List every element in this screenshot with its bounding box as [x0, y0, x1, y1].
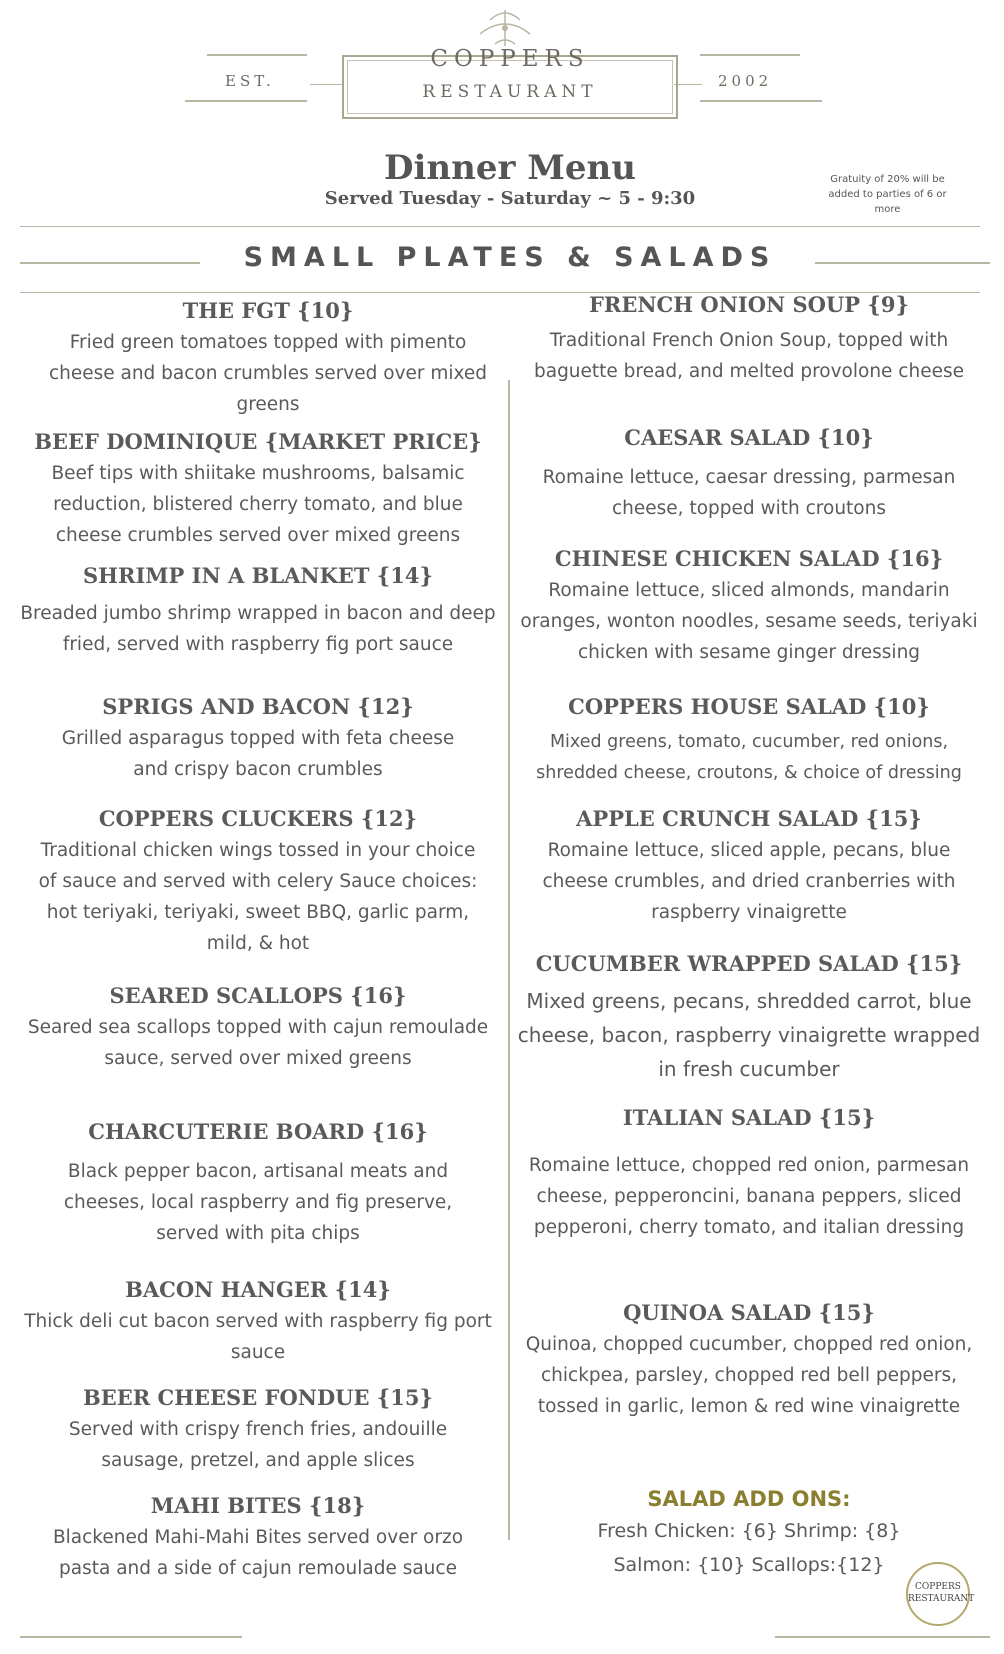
item-name: SHRIMP IN A BLANKET {14} — [83, 563, 433, 588]
addons-line: Fresh Chicken: {6} Shrimp: {8} — [597, 1520, 901, 1542]
item-description: Romaine lettuce, sliced apple, pecans, blue cheese crumbles, and dried cranberries with raspberry vinaigrette — [542, 840, 956, 923]
item-name: CUCUMBER WRAPPED SALAD {15} — [535, 951, 963, 976]
logo-left-connector — [310, 84, 342, 85]
item-description: Traditional French Onion Soup, topped with baguette bread, and melted provolone cheese — [533, 330, 964, 382]
badge-subname: RESTAURANT — [908, 1594, 975, 1604]
item-name: THE FGT {10} — [182, 298, 354, 323]
item-description: Quinoa, chopped cucumber, chopped red onion, chickpea, parsley, chopped red bell peppers, tossed in garlic, lemon & red wine vinaigrette — [525, 1334, 973, 1417]
menu-item — [18, 982, 498, 1074]
item-name: BACON HANGER {14} — [125, 1277, 391, 1302]
item-name: BEEF DOMINIQUE {MARKET PRICE} — [34, 429, 482, 454]
item-description: Romaine lettuce, caesar dressing, parmesan cheese, topped with croutons — [542, 467, 956, 519]
item-name: CHARCUTERIE BOARD {16} — [88, 1119, 428, 1144]
item-description: Fried green tomatoes topped with pimento cheese and bacon crumbles served over mixed greens — [48, 332, 488, 415]
menu-item — [510, 693, 988, 789]
menu-item — [18, 1276, 498, 1368]
est-right-top-rule — [700, 54, 800, 56]
menu-item — [510, 1299, 988, 1422]
item-name: BEER CHEESE FONDUE {15} — [82, 1385, 434, 1410]
menu-item — [18, 297, 518, 420]
item-description: Traditional chicken wings tossed in your choice of sauce and served with celery Sauce choices: hot teriyaki, teriyaki, sweet BBQ, garlic parm, mild, & hot — [38, 840, 478, 954]
restaurant-logo-badge — [906, 1562, 975, 1626]
logo-name: COPPERS — [430, 46, 590, 72]
addons-line: Salmon: {10} Scallops:{12} — [613, 1554, 885, 1576]
item-name: APPLE CRUNCH SALAD {15} — [576, 806, 922, 831]
menu-item — [510, 805, 988, 928]
menu-item — [18, 562, 498, 660]
menu-item — [510, 545, 988, 668]
footer-left-rule — [20, 1636, 242, 1638]
item-name: CHINESE CHICKEN SALAD {16} — [554, 546, 944, 571]
menu-item — [18, 1384, 498, 1476]
item-description: Breaded jumbo shrimp wrapped in bacon and deep fried, served with raspberry fig port sauce — [20, 603, 496, 655]
item-description: Blackened Mahi-Mahi Bites served over orzo pasta and a side of cajun remoulade sauce — [52, 1527, 464, 1579]
item-name: FRENCH ONION SOUP {9} — [588, 292, 910, 317]
salad-addons — [510, 1484, 988, 1582]
item-description: Romaine lettuce, sliced almonds, mandarin oranges, wonton noodles, sesame seeds, teriyaki chicken with sesame ginger dressing — [520, 580, 978, 663]
page-subtitle: Served Tuesday - Saturday ~ 5 - 9:30 — [324, 188, 696, 209]
section-right-rule — [815, 262, 990, 264]
menu-item — [510, 291, 988, 387]
item-name: ITALIAN SALAD {15} — [622, 1105, 876, 1130]
item-description: Mixed greens, tomato, cucumber, red onions, shredded cheese, croutons, & choice of dressing — [536, 732, 962, 783]
menu-item — [18, 693, 498, 785]
gratuity-note: Gratuity of 20% will be added to parties of 6 or more — [828, 174, 947, 215]
item-description: Seared sea scallops topped with cajun remoulade sauce, served over mixed greens — [27, 1017, 489, 1069]
item-name: COPPERS CLUCKERS {12} — [98, 806, 418, 831]
menu-item — [510, 950, 988, 1086]
section-title: SMALL PLATES & SALADS — [243, 242, 777, 273]
section-left-rule — [20, 262, 200, 264]
item-description: Black pepper bacon, artisanal meats and cheeses, local raspberry and fig preserve, served with pita chips — [63, 1161, 453, 1244]
item-description: Served with crispy french fries, andouille sausage, pretzel, and apple slices — [68, 1419, 448, 1471]
est-year: 2002 — [718, 72, 773, 90]
item-name: CAESAR SALAD {10} — [624, 425, 874, 450]
item-name: SPRIGS AND BACON {12} — [102, 694, 414, 719]
logo-right-connector — [674, 84, 702, 85]
menu-item — [510, 424, 988, 524]
menu-item — [18, 1492, 498, 1584]
item-name: MAHI BITES {18} — [150, 1493, 366, 1518]
item-description: Thick deli cut bacon served with raspberry fig port sauce — [24, 1311, 492, 1363]
footer-right-rule — [775, 1636, 990, 1638]
badge-name: COPPERS — [915, 1582, 961, 1592]
item-description: Beef tips with shiitake mushrooms, balsamic reduction, blistered cherry tomato, and blue cheese crumbles served over mixed greens — [51, 463, 465, 546]
item-description: Grilled asparagus topped with feta cheese and crispy bacon crumbles — [61, 728, 455, 780]
menu-item — [18, 805, 498, 959]
logo-subname: RESTAURANT — [422, 82, 598, 102]
section-top-rule — [20, 226, 980, 227]
est-left-top-rule — [207, 54, 307, 56]
item-description: Mixed greens, pecans, shredded carrot, blue cheese, bacon, raspberry vinaigrette wrapped in fresh cucumber — [517, 989, 981, 1081]
item-name: SEARED SCALLOPS {16} — [109, 983, 407, 1008]
item-name: QUINOA SALAD {15} — [623, 1300, 875, 1325]
est-right-bottom-rule — [700, 100, 822, 102]
est-left-bottom-rule — [185, 100, 307, 102]
page-title: Dinner Menu — [384, 148, 636, 188]
item-name: COPPERS HOUSE SALAD {10} — [568, 694, 930, 719]
menu-item — [510, 1104, 988, 1243]
menu-item — [18, 428, 498, 551]
item-description: Romaine lettuce, chopped red onion, parmesan cheese, pepperoncini, banana peppers, sliced pepperoni, cherry tomato, and italian dressing — [528, 1155, 970, 1238]
est-label: EST. — [225, 72, 275, 90]
addons-title: SALAD ADD ONS: — [647, 1487, 851, 1511]
menu-item — [18, 1118, 498, 1249]
